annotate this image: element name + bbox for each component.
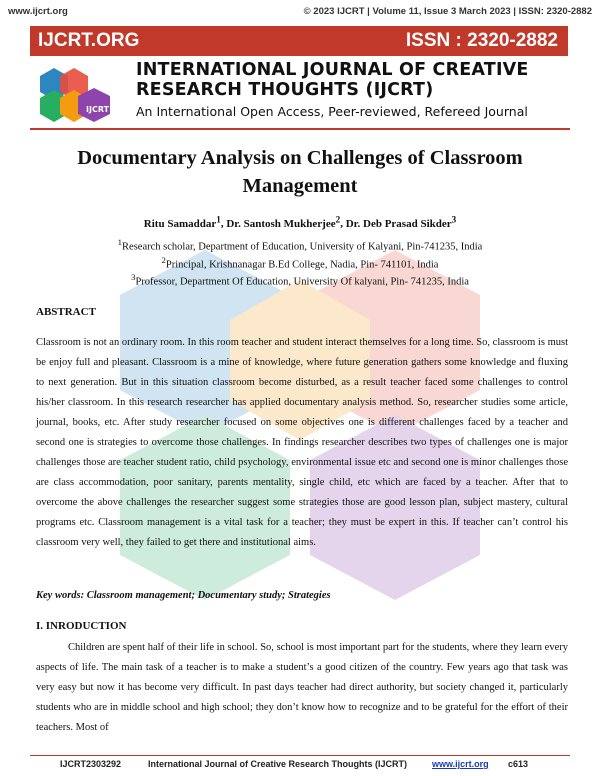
issue-meta: © 2023 IJCRT | Volume 11, Issue 3 March 2023 | ISSN: 2320-2882 xyxy=(303,6,592,17)
affiliation: $^3$Professor, Department Of Education, University Of kalyani, Pin- 741235, India xyxy=(131,272,469,288)
affiliation: $^1$Research scholar, Department of Education, University of Kalyani, Pin-741235, India xyxy=(117,237,483,253)
author: Dr. Deb Prasad Sikder$^3$ xyxy=(345,214,457,230)
site-url[interactable]: www.ijcrt.org xyxy=(8,6,68,17)
journal-title-line1: INTERNATIONAL JOURNAL OF CREATIVE xyxy=(136,60,529,80)
abstract-heading: ABSTRACT xyxy=(36,306,96,318)
page-footer xyxy=(30,755,570,772)
author: Ritu Samaddar$^1$ xyxy=(143,214,221,230)
footer-journal: International Journal of Creative Research Thoughts (IJCRT) xyxy=(148,759,408,769)
abstract-text: Classroom is not an ordinary room. In this room teacher and student interact themselves for a long time. So, classroom is must be enjoy full and pleasant. Classroom is a mine of knowledge, where future generation gathers some knowledge and fluxing to next generation. But in this situation classroom become disturbed, as a result teacher faced some challenges to control his/her classroom. In this research researcher has applied documentary analysis method. So, researcher studies some article, journal, books, etc. After study researcher focused on some objectives one is different challenges faced by a teacher and second one is strategies to overcome those challenges. In findings researcher describes two types of challenges one is major challenges those are teacher student ratio, child psychology, environmental issue etc and second one is minor challenges those are class accommodation, poor sanitary, parents mentality, single child, etc which are faced by a teacher. After that to overcome the above challenges the researcher suggest some strategies those are good lesson plan, subject mastery, cultural programs etc. Classroom management is a vital task for a teacher; they must be expert in this. If teacher can’t control his classroom very well, they failed to get there and institutional aims. xyxy=(36,337,568,548)
journal-subtitle: An International Open Access, Peer-reviewed, Refereed Journal xyxy=(136,104,528,119)
affiliations xyxy=(20,236,580,289)
author-list: Ritu Samaddar$^1$, Dr. Santosh Mukherjee$^2$, Dr. Deb Prasad Sikder$^3$ xyxy=(143,214,457,230)
header-divider xyxy=(30,128,570,130)
author: Dr. Santosh Mukherjee$^2$ xyxy=(226,214,341,230)
journal-title-line2: RESEARCH THOUGHTS (IJCRT) xyxy=(136,80,434,100)
journal-banner xyxy=(30,26,568,56)
paper-id: IJCRT2303292 xyxy=(60,759,122,769)
paper-title: Documentary Analysis on Challenges of Classroom Management xyxy=(77,147,523,197)
affiliation: $^2$Principal, Krishnanagar B.Ed College, Nadia, Pin- 741101, India xyxy=(161,254,439,270)
page-number: c613 xyxy=(508,759,529,769)
introduction-text: Children are spent half of their life in school. So, school is most important part for the students, where they learn every aspects of life. The main task of a teacher is to make a student’s a good citizen of the country. Few years ago that task was very easy but now it has become very difficult. In past days teacher had direct authority, but society changed it, particularly students who are in middle school and high school; they don’t know how to recognize and to be grateful for the effort of their teachers. Most of xyxy=(36,642,568,733)
introduction-heading: I. INRODUCTION xyxy=(36,620,127,632)
logo-text: IJCRT xyxy=(86,105,110,114)
banner-issn: ISSN : 2320-2882 xyxy=(405,30,558,51)
running-header xyxy=(8,6,592,20)
ijcrt-logo-icon xyxy=(36,64,128,124)
journal-title xyxy=(136,60,566,100)
footer-url[interactable]: www.ijcrt.org xyxy=(432,759,489,769)
banner-site: IJCRT.ORG xyxy=(38,30,140,51)
keywords: Key words: Classroom management; Documentary study; Strategies xyxy=(36,590,331,601)
